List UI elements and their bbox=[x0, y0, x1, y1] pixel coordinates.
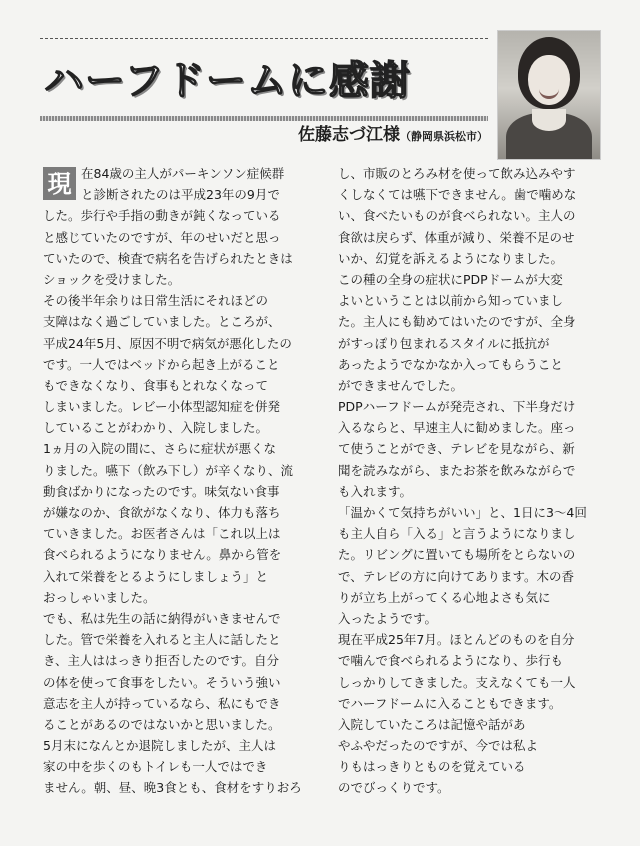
body-line: りが立ち上がってくる心地よさも気に bbox=[338, 589, 551, 605]
body-line: 入るならと、早速主人に勧めました。座っ bbox=[338, 420, 576, 436]
body-line: この種の全身の症状にPDPドームが大変 bbox=[338, 271, 563, 287]
body-line: ショックを受けました。 bbox=[43, 271, 181, 287]
body-line: PDPハーフドームが発売され、下半身だけ bbox=[338, 399, 576, 415]
body-line: 入院していたころは記憶や話があ bbox=[338, 716, 526, 732]
body-line: き、主人ははっきり拒否したのです。自分 bbox=[43, 653, 280, 669]
body-line: よいということは以前から知っていまし bbox=[338, 293, 564, 309]
body-line: で噛んで食べられるようになり、歩行も bbox=[338, 653, 564, 669]
body-line: くしなくては嚥下できません。歯で噛めな bbox=[338, 187, 577, 203]
body-line: で、テレビの方に向けてあります。木の香 bbox=[338, 568, 575, 584]
body-line: おっしゃいました。 bbox=[43, 589, 156, 605]
author-portrait bbox=[497, 30, 601, 160]
body-line: た。主人にも勧めてはいたのですが、全身 bbox=[338, 314, 576, 330]
body-line: ていたので、検査で病名を告げられたときは bbox=[43, 250, 293, 266]
header-bottom-rule bbox=[40, 116, 488, 121]
body-line: て使うことができ、テレビを見ながら、新 bbox=[338, 441, 575, 457]
body-line: あったようでなかなか入ってもらうこと bbox=[338, 356, 563, 372]
body-line: も主人自ら「入る」と言うようになりまし bbox=[338, 526, 576, 542]
drop-cap: 現 bbox=[43, 167, 76, 200]
body-line: 入れて栄養をとるようにしましょう」と bbox=[43, 568, 269, 584]
body-line: りもはっきりとものを覚えている bbox=[338, 759, 526, 775]
body-column-right bbox=[338, 163, 604, 799]
body-line: した。管で栄養を入れると主人に話したと bbox=[43, 632, 281, 648]
body-line: 現在平成25年7月。ほとんどのものを自分 bbox=[338, 632, 575, 648]
body-line: し、市販のとろみ材を使って飲み込みやす bbox=[338, 166, 576, 181]
body-line: のでびっくりです。 bbox=[338, 780, 450, 796]
body-line: した。歩行や手指の動きが鈍くなっている bbox=[43, 208, 281, 224]
body-line: りました。嚥下（飲み下し）が辛くなり、流 bbox=[43, 462, 294, 478]
body-line: ていきました。お医者さんは「これ以上は bbox=[43, 526, 281, 542]
body-line: 食欲は戻らず、体重が減り、栄養不足のせ bbox=[338, 229, 575, 245]
body-line: と診断されたのは平成23年の9月で bbox=[81, 187, 280, 203]
body-line: 5月末になんとか退院しましたが、主人は bbox=[43, 738, 276, 754]
body-line: 1ヵ月の入院の間に、さらに症状が悪くな bbox=[43, 441, 276, 457]
body-line: 家の中を歩くのもトイレも一人ではでき bbox=[43, 759, 268, 775]
body-line: です。一人ではベッドから起き上がること bbox=[43, 356, 280, 372]
body-line: ません。朝、昼、晩3食とも、食材をすりおろ bbox=[43, 780, 302, 796]
author-location: （静岡県浜松市） bbox=[400, 130, 488, 143]
body-line: 入ったようです。 bbox=[338, 610, 438, 626]
body-line: 平成24年5月、原因不明で病気が悪化したの bbox=[43, 335, 292, 351]
body-line: いか、幻覚を訴えるようになりました。 bbox=[338, 250, 564, 266]
byline bbox=[260, 122, 488, 148]
body-line: 聞を読みながら、またお茶を飲みながらで bbox=[338, 462, 576, 478]
body-line: と感じていたのですが、年のせいだと思っ bbox=[43, 229, 281, 245]
body-line: が嫌なのか、食欲がなくなり、体力も落ち bbox=[43, 505, 281, 520]
body-column-left bbox=[43, 163, 309, 799]
body-line: の体を使って食事をしたい。そういう強い bbox=[43, 674, 281, 690]
body-line: もできなくなり、食事もとれなくなって bbox=[43, 377, 269, 393]
body-line: 食べられるようになりません。鼻から管を bbox=[43, 547, 282, 563]
body-line: その後半年余りは日常生活にそれほどの bbox=[43, 293, 269, 309]
body-line: 動食ばかりになったのです。味気ない食事 bbox=[43, 483, 280, 499]
body-line: しっかりしてきました。支えなくても一人 bbox=[338, 674, 576, 690]
body-line: ができませんでした。 bbox=[338, 377, 464, 393]
body-line: でハーフドームに入ることもできます。 bbox=[338, 695, 562, 711]
body-line: でも、私は先生の話に納得がいきませんで bbox=[43, 610, 281, 626]
body-line: していることがわかり、入院しました。 bbox=[43, 420, 269, 436]
body-line: 在84歳の主人がパーキンソン症候群 bbox=[81, 166, 285, 181]
body-line: がすっぽり包まれるスタイルに抵抗が bbox=[338, 335, 550, 351]
body-line: た。リビングに置いても場所をとらないの bbox=[338, 547, 576, 563]
author-name: 佐藤志づ江 bbox=[298, 125, 383, 145]
header-top-rule bbox=[40, 38, 488, 39]
body-line: ることがあるのではないかと思いました。 bbox=[43, 716, 281, 732]
body-line: 「温かくて気持ちがいい」と、1日に3～4回 bbox=[338, 505, 587, 520]
article-title: ハーフドームに感謝 bbox=[44, 57, 411, 104]
body-line: 支障はなく過ごしていました。ところが、 bbox=[43, 314, 281, 330]
author-honorific: 様 bbox=[383, 125, 400, 145]
body-line: 意志を主人が持っているなら、私にもでき bbox=[43, 695, 281, 711]
body-line: も入れます。 bbox=[338, 483, 413, 499]
body-line: い、食べたいものが食べられない。主人の bbox=[338, 208, 576, 224]
body-line: しまいました。レビー小体型認知症を併発 bbox=[43, 399, 281, 415]
body-line: やふやだったのですが、今では私よ bbox=[338, 738, 539, 754]
